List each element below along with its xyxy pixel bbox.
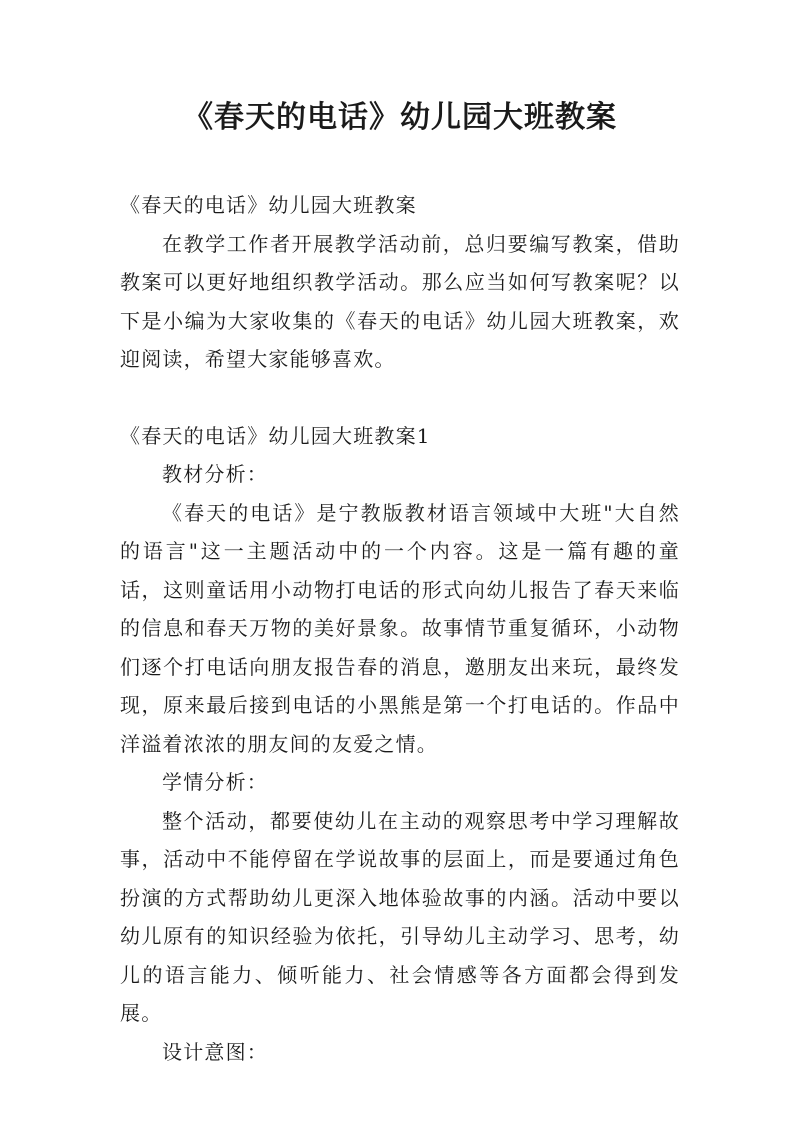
document-title: 《春天的电话》幼儿园大班教案 [183, 100, 617, 135]
intro-paragraph: 在教学工作者开展教学活动前，总归要编写教案，借助教案可以更好地组织教学活动。那么应当如何写教案呢？以下是小编为大家收集的《春天的电话》幼儿园大班教案，欢迎阅读，希望大家能够喜欢。 [120, 231, 680, 371]
heading-design-intent: 设计意图： [162, 1039, 268, 1064]
heading-material-analysis: 教材分析： [162, 462, 268, 486]
learner-analysis-paragraph: 整个活动，都要使幼儿在主动的观察思考中学习理解故事，活动中不能停留在学说故事的层面上，而是要通过角色扮演的方式帮助幼儿更深入地体验故事的内涵。活动中要以幼儿原有的知识经验为依托，引导幼儿主动学习、思考，幼儿的语言能力、倾听能力、社会情感等各方面都会得到发展。 [120, 808, 680, 1025]
heading-learner-analysis: 学情分析： [162, 770, 268, 794]
document-subtitle: 《春天的电话》幼儿园大班教案 [120, 193, 417, 217]
material-analysis-paragraph: 《春天的电话》是宁教版教材语言领域中大班"大自然的语言"这一主题活动中的一个内容。这是一篇有趣的童话，这则童话用小动物打电话的形式向幼儿报告了春天来临的信息和春天万物的美好景象。故事情节重复循环，小动物们逐个打电话向朋友报告春的消息，邀朋友出来玩，最终发现，原来最后接到电话的小黑熊是第一个打电话的。作品中洋溢着浓浓的朋友间的友爱之情。 [120, 500, 680, 756]
document-body [120, 186, 680, 1071]
section-title: 《春天的电话》幼儿园大班教案1 [120, 423, 431, 448]
